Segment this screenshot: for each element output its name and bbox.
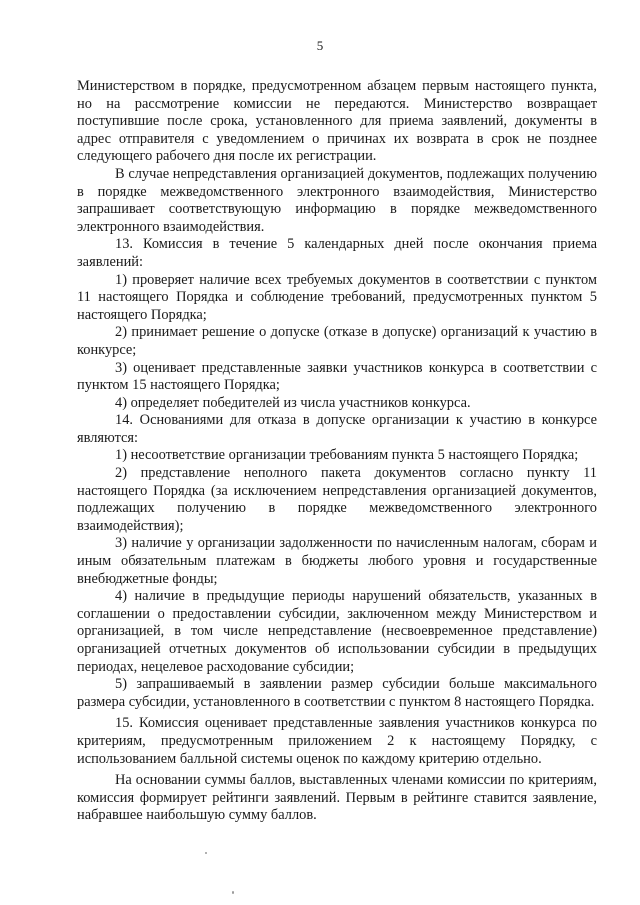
list-item: 4) определяет победителей из числа участников конкурса. xyxy=(115,394,471,411)
paragraph: На основании суммы баллов, выставленных членами комиссии по критериям, комиссия формирует рейтинги заявлений. Первым в рейтинге ставится заявление, набравшее наибольшую сумму баллов. xyxy=(77,772,597,824)
document-body xyxy=(77,78,597,825)
paragraph: 15. Комиссия оценивает представленные заявления участников конкурса по критериям, предусмотренным приложением 2 к настоящему Порядку, с использованием балльной системы оценок по каждому критерию отдельно. xyxy=(77,715,597,767)
page-number: 5 xyxy=(316,38,324,53)
paragraph: Министерством в порядке, предусмотренном абзацем первым настоящего пункта, но на рассмотрение комиссии не передаются. Министерство возвращает поступившие после срока, установленного для приема заявлений, документы в адрес отправителя с уведомлением о причинах их возврата в срок не позднее следующего рабочего дня после их регистрации. xyxy=(77,78,597,165)
list-item: 2) принимает решение о допуске (отказе в допуске) организаций к участию в конкурсе; xyxy=(77,324,597,358)
paragraph: В случае непредставления организацией документов, подлежащих получению в порядке межведомственного электронного взаимодействия, Министерство запрашивает соответствующую информацию в порядке межведомственного электронного взаимодействия. xyxy=(77,165,597,235)
list-item: 4) наличие в предыдущие периоды нарушений обязательств, указанных в соглашении о предоставлении субсидии, заключенном между Министерством и организацией, в том числе непредставление (несвоевременное представление) организацией отчетных документов об использовании субсидии в предыдущих периодах, нецелевое расходование субсидии; xyxy=(77,588,597,675)
list-item: 2) представление неполного пакета документов согласно пункту 11 настоящего Порядка (за исключением непредставления организацией документов, подлежащих получению в порядке межведомственного электронного взаимодействия); xyxy=(77,465,597,534)
list-item: 1) несоответствие организации требованиям пункта 5 настоящего Порядка; xyxy=(115,447,579,464)
scan-speck xyxy=(205,852,207,854)
list-item: 5) запрашиваемый в заявлении размер субсидии больше максимального размера субсидии, установленного в соответствии с пунктом 8 настоящего Порядка. xyxy=(77,676,597,710)
list-item: 1) проверяет наличие всех требуемых документов в соответствии с пунктом 11 настоящего Порядка и соблюдение требований, предусмотренных пунктом 5 настоящего Порядка; xyxy=(77,271,597,323)
paragraph: 13. Комиссия в течение 5 календарных дней после окончания приема заявлений: xyxy=(77,236,597,270)
paragraph: 14. Основаниями для отказа в допуске организации к участию в конкурсе являются: xyxy=(77,412,597,446)
list-item: 3) оценивает представленные заявки участников конкурса в соответствии с пунктом 15 настоящего Порядка; xyxy=(77,359,597,394)
list-item: 3) наличие у организации задолженности по начисленным налогам, сборам и иным обязательным платежам в бюджеты любого уровня и государственные внебюджетные фонды; xyxy=(77,535,597,587)
scan-speck xyxy=(232,891,234,894)
